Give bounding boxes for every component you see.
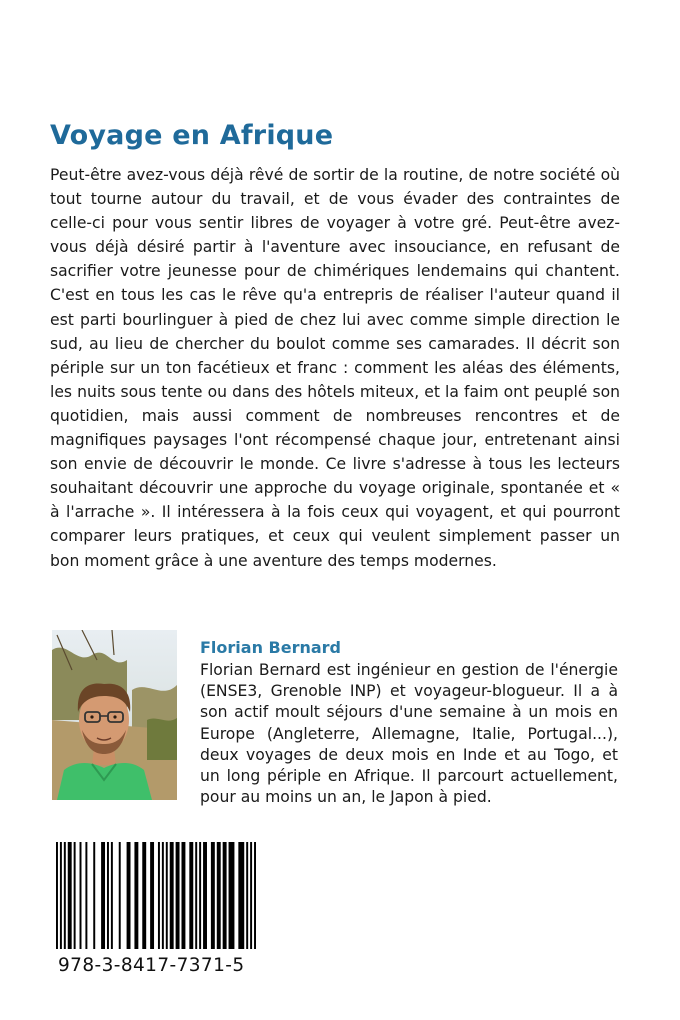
barcode-bar xyxy=(246,842,248,949)
barcode-bar xyxy=(60,842,62,949)
barcode-bar xyxy=(119,842,121,949)
author-portrait-icon xyxy=(52,630,177,800)
barcode-bar xyxy=(254,842,256,949)
barcode-bar xyxy=(85,842,87,949)
barcode-bar xyxy=(229,842,235,949)
author-photo xyxy=(52,630,177,800)
barcode-bar xyxy=(199,842,201,949)
barcode-bar xyxy=(238,842,244,949)
barcode-bar xyxy=(250,842,252,949)
barcode-bar xyxy=(80,842,82,949)
barcode-icon xyxy=(56,842,256,949)
barcode-bar xyxy=(127,842,131,949)
barcode-bar xyxy=(64,842,66,949)
book-title: Voyage en Afrique xyxy=(50,120,334,151)
book-blurb: Peut-être avez-vous déjà rêvé de sortir de la routine, de notre société où tout tourne autour du travail, et de vous évader des contraintes de celle-ci pour vous sentir libres de voyager à votre gré. Peut-être avez-vous déjà désiré partir à l'aventure avec insouciance, en refusant de sacrifier votre jeunesse pour de chimériques lendemains qui chantent. C'est en tous les cas le rêve qu'a entrepris de réaliser l'auteur quand il est parti bourlinguer à pied de chez lui avec comme simple direction le sud, au lieu de chercher du boulot comme ses camarades. Il décrit son périple sur un ton facétieux et franc : comment les aléas des éléments, les nuits sous tente ou dans des hôtels miteux, et la faim ont peuplé son quotidien, mais aussi comment de nombreuses rencontres et de magnifiques paysages l'ont récompensé chaque jour, entretenant ainsi son envie de découvrir le monde. Ce livre s'adresse à tous les lecteurs souhaitant découvrir une approche du voyage originale, spontanée et « à l'arrache ». Il intéressera à la fois ceux qui voyagent, et qui pourront comparer leurs pratiques, et ceux qui veulent simplement passer un bon moment grâce à une aventure des temps modernes. xyxy=(50,166,620,570)
barcode-bar xyxy=(170,842,174,949)
barcode-bar xyxy=(176,842,180,949)
barcode-bar xyxy=(181,842,185,949)
barcode-bar xyxy=(166,842,168,949)
barcode-bar xyxy=(68,842,72,949)
barcode-bar xyxy=(134,842,138,949)
barcode-bar xyxy=(223,842,227,949)
barcode-bar xyxy=(93,842,95,949)
author-name: Florian Bernard xyxy=(200,638,342,657)
barcode-bar xyxy=(150,842,154,949)
barcode-bar xyxy=(111,842,113,949)
isbn-number: 978-3-8417-7371-5 xyxy=(58,955,245,976)
barcode-bar xyxy=(203,842,207,949)
barcode-bar xyxy=(158,842,160,949)
barcode-bar xyxy=(101,842,105,949)
isbn-barcode xyxy=(56,842,256,949)
barcode-bar xyxy=(162,842,164,949)
barcode-bar xyxy=(74,842,76,949)
barcode-bar xyxy=(217,842,221,949)
barcode-bar xyxy=(56,842,58,949)
barcode-bar xyxy=(107,842,109,949)
author-bio: Florian Bernard est ingénieur en gestion de l'énergie (ENSE3, Grenoble INP) et voyageur-blogueur. Il a à son actif moult séjours d'une semaine à un mois en Europe (Angleterre, Allemagne, Italie, Portugal...), deux voyages de deux mois en Inde et au Togo, et un long périple en Afrique. Il parcourt actuellement, pour au moins un an, le Japon à pied. xyxy=(200,661,618,807)
barcode-bar xyxy=(211,842,215,949)
barcode-bar xyxy=(142,842,146,949)
barcode-bar xyxy=(195,842,197,949)
barcode-bar xyxy=(189,842,193,949)
